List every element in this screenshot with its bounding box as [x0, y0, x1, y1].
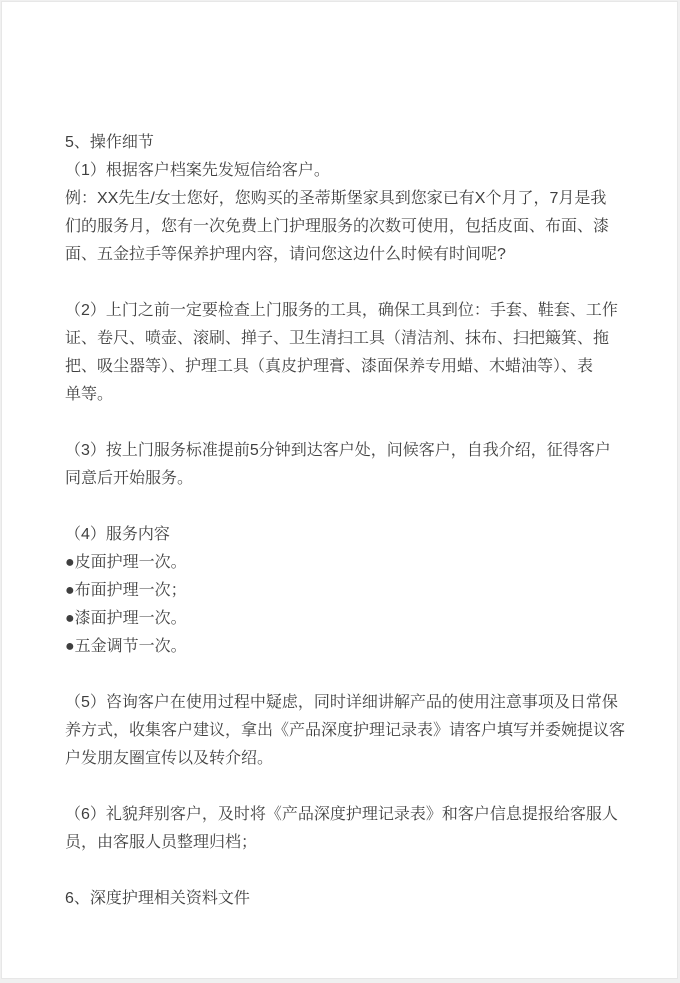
text-line: 把、吸尘器等）、护理工具（真皮护理膏、漆面保养专用蜡、木蜡油等）、表 — [65, 358, 594, 375]
document-page — [1, 1, 678, 979]
text-line: （3）按上门服务标准提前5分钟到达客户处，问候客户，自我介绍，征得客户 — [65, 442, 611, 459]
document-body — [65, 129, 631, 913]
text-line: 证、卷尺、喷壶、滚刷、掸子、卫生清扫工具（清洁剂、抹布、扫把簸箕、拖 — [65, 330, 610, 347]
step-6-text — [65, 801, 631, 857]
text-line: （5）咨询客户在使用过程中疑虑，同时详细讲解产品的使用注意事项及日常保 — [65, 694, 618, 711]
service-items-list — [65, 549, 631, 661]
text-line: （1）根据客户档案先发短信给客户。 — [65, 162, 330, 179]
text-line: 6、深度护理相关资料文件 — [65, 890, 250, 907]
text-line: （6）礼貌拜别客户，及时将《产品深度护理记录表》和客户信息提报给客服人 — [65, 806, 618, 823]
text-line: 同意后开始服务。 — [65, 470, 194, 487]
sms-example-text — [65, 185, 631, 269]
text-line: 5、操作细节 — [65, 134, 154, 151]
step-3-text — [65, 437, 631, 493]
step-5-text — [65, 689, 631, 773]
text-line: ●五金调节一次。 — [65, 638, 187, 655]
text-line: 们的服务月，您有一次免费上门护理服务的次数可使用，包括皮面、布面、漆 — [65, 218, 610, 235]
text-line: 单等。 — [65, 386, 114, 403]
text-line: 户发朋友圈宣传以及转介绍。 — [65, 750, 274, 767]
section-heading-5 — [65, 129, 631, 157]
text-line: （2）上门之前一定要检查上门服务的工具，确保工具到位：手套、鞋套、工作 — [65, 302, 618, 319]
step-1-text — [65, 157, 631, 185]
text-line: ●布面护理一次； — [65, 582, 187, 599]
text-line: 例：XX先生/女士您好，您购买的圣蒂斯堡家具到您家已有X个月了，7月是我 — [65, 190, 607, 207]
step-2-text — [65, 297, 631, 409]
section-heading-6 — [65, 885, 631, 913]
step-4-heading — [65, 521, 631, 549]
text-line: 养方式，收集客户建议，拿出《产品深度护理记录表》请客户填写并委婉提议客 — [65, 722, 626, 739]
text-line: 员，由客服人员整理归档； — [65, 834, 258, 851]
text-line: （4）服务内容 — [65, 526, 170, 543]
text-line: ●漆面护理一次。 — [65, 610, 187, 627]
text-line: 面、五金拉手等保养护理内容，请问您这边什么时候有时间呢? — [65, 246, 506, 263]
text-line: ●皮面护理一次。 — [65, 554, 187, 571]
